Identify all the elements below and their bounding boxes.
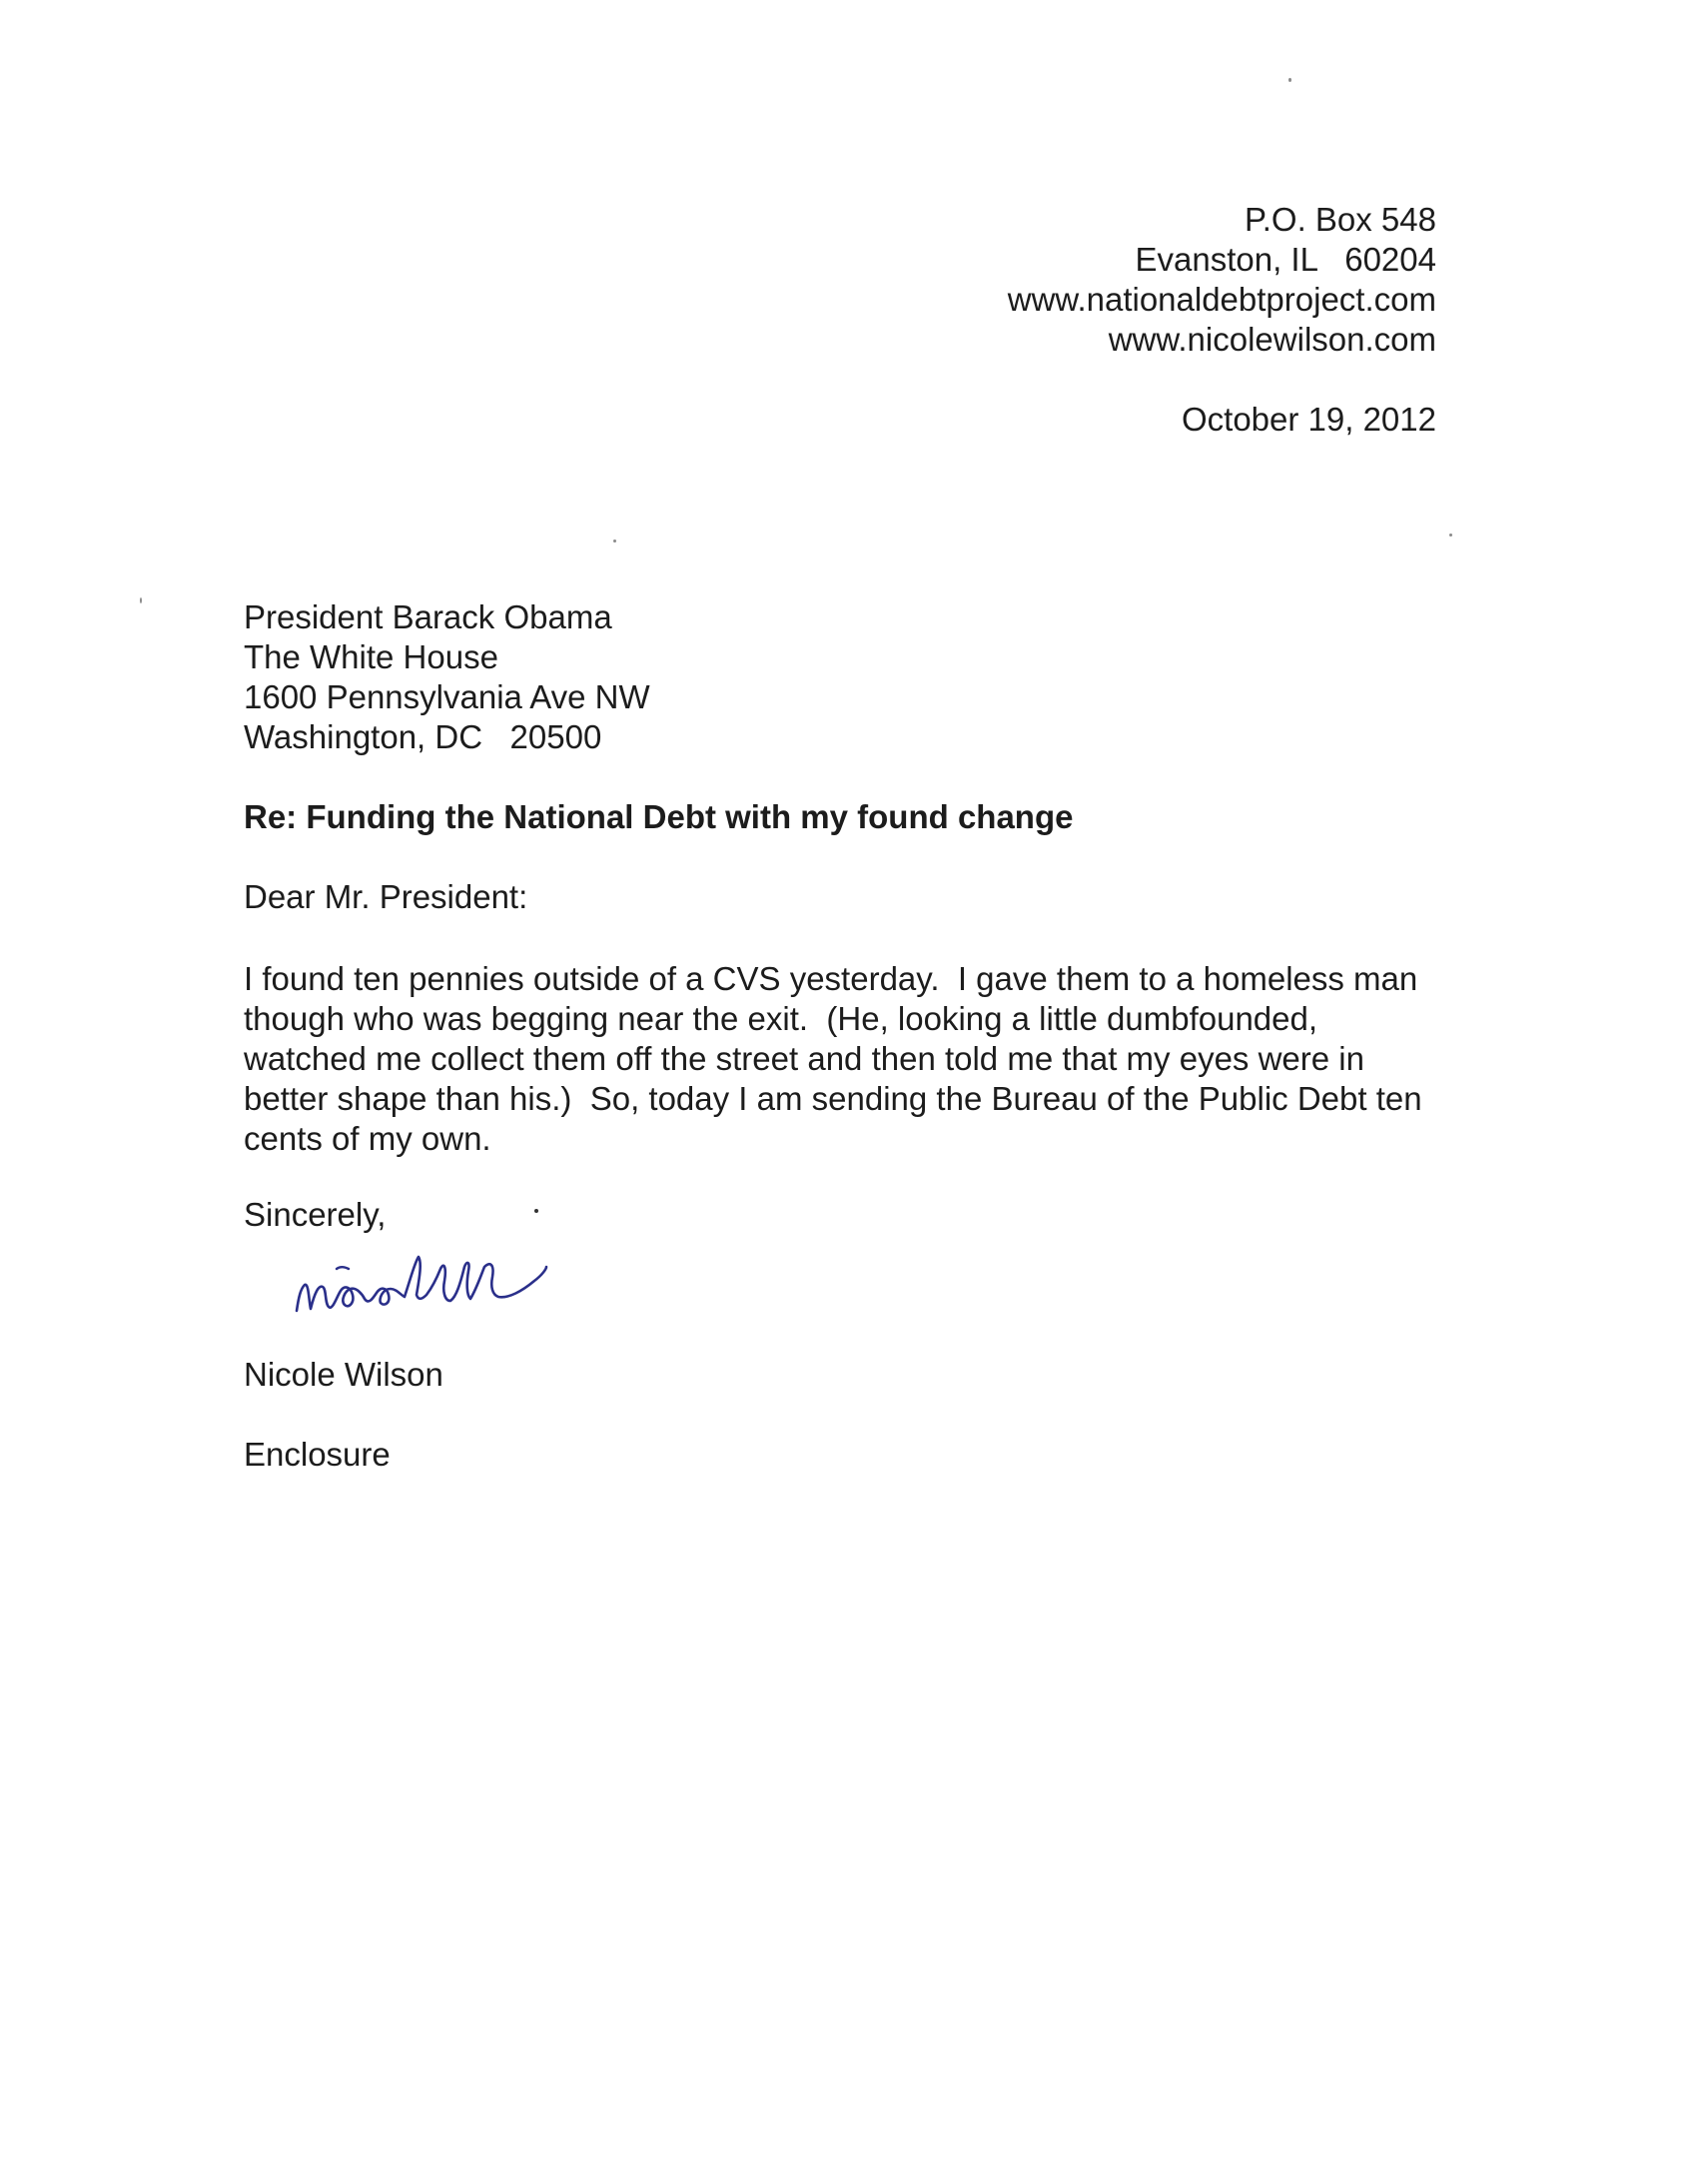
body-line: watched me collect them off the street and then told me that my eyes were in [244, 1040, 1364, 1077]
subject-line: Re: Funding the National Debt with my found change [244, 798, 1074, 835]
sender-website-2: www.nicolewilson.com [1108, 321, 1436, 358]
scan-speck [140, 597, 142, 603]
sender-address-line1: P.O. Box 548 [1244, 201, 1436, 238]
body-line: better shape than his.) So, today I am sending the Bureau of the Public Debt ten [244, 1080, 1422, 1117]
sender-website-1: www.nationaldebtproject.com [1007, 281, 1436, 318]
body-line: though who was begging near the exit. (He, looking a little dumbfounded, [244, 1000, 1318, 1037]
body-line: I found ten pennies outside of a CVS yesterday. I gave them to a homeless man [244, 960, 1418, 997]
closing: Sincerely, [244, 1196, 387, 1233]
scan-speck [534, 1209, 538, 1213]
recipient-org: The White House [244, 638, 498, 675]
sender-address-line2: Evanston, IL 60204 [1135, 241, 1436, 278]
recipient-city: Washington, DC 20500 [244, 718, 602, 755]
enclosure-note: Enclosure [244, 1436, 391, 1473]
scan-speck [1449, 534, 1452, 537]
body-paragraph [244, 959, 1462, 1159]
recipient-name: President Barack Obama [244, 598, 612, 635]
scan-speck [1288, 78, 1291, 82]
salutation: Dear Mr. President: [244, 878, 528, 915]
letter-date: October 19, 2012 [1181, 401, 1436, 438]
recipient-street: 1600 Pennsylvania Ave NW [244, 678, 650, 715]
signer-name: Nicole Wilson [244, 1356, 443, 1393]
scan-speck [613, 540, 616, 543]
body-line: cents of my own. [244, 1120, 491, 1157]
handwritten-signature [285, 1239, 644, 1339]
